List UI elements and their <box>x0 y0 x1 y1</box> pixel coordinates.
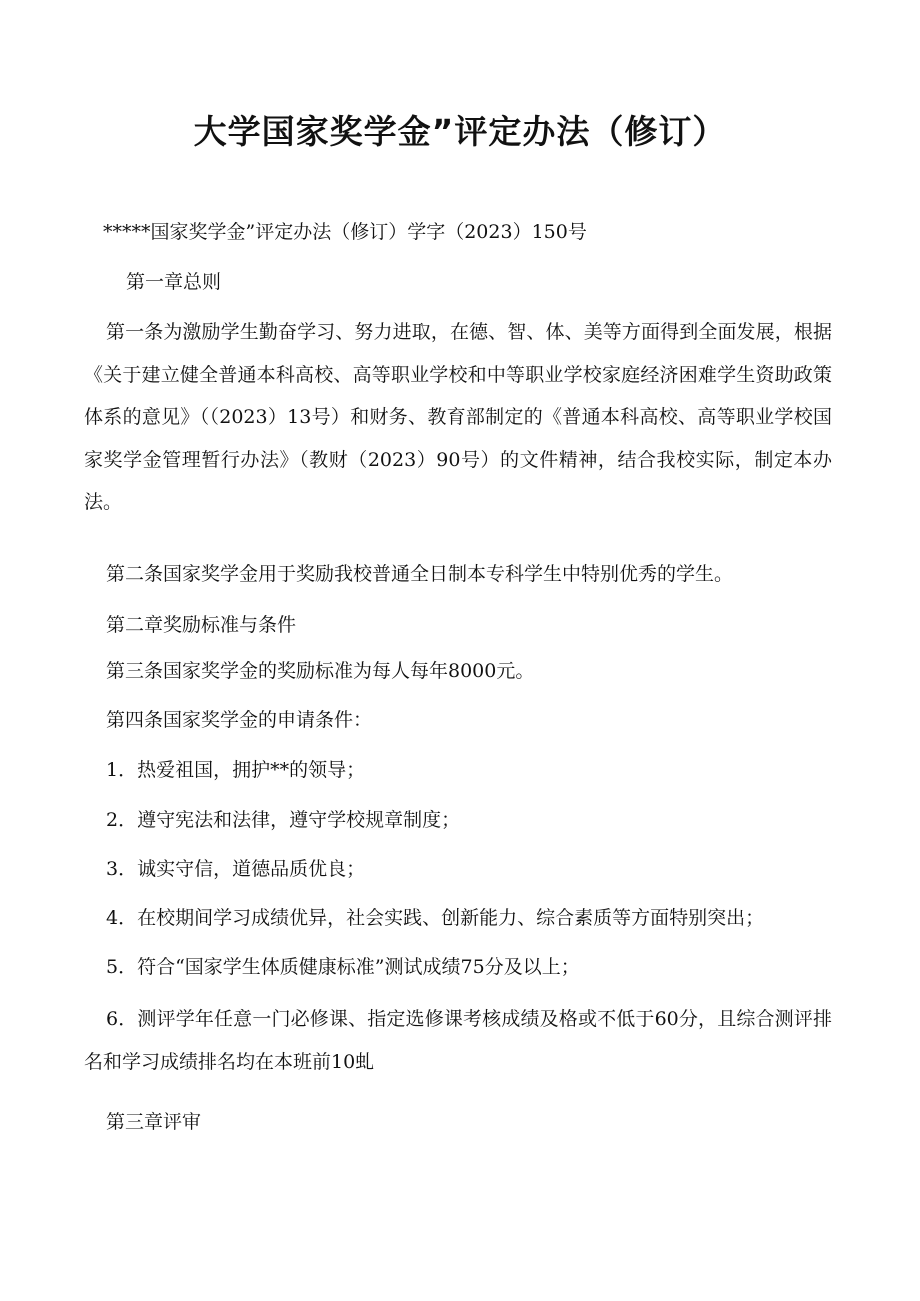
condition-item: 2．遵守宪法和法律，遵守学校规章制度； <box>106 809 461 831</box>
chapter-2-heading: 第二章奖励标准与条件 <box>106 614 297 636</box>
article-3: 第三条国家奖学金的奖励标准为每人每年8000元。 <box>106 660 535 682</box>
condition-item: 4．在校期间学习成绩优异，社会实践、创新能力、综合素质等方面特别突出； <box>106 907 765 929</box>
article-2: 第二条国家奖学金用于奖励我校普通全日制本专科学生中特别优秀的学生。 <box>106 563 734 585</box>
chapter-3-heading: 第三章评审 <box>106 1111 202 1133</box>
condition-item: 5．符合“国家学生体质健康标准”测试成绩75分及以上； <box>106 956 580 978</box>
condition-item: 6．测评学年任意一门必修课、指定选修课考核成绩及格或不低于60分，且综合测评排名和学习成绩排名均在本班前10虬 <box>84 1008 832 1073</box>
article-1: 第一条为激励学生勤奋学习、努力进取，在德、智、体、美等方面得到全面发展，根据《关于建立健全普通本科高校、高等职业学校和中等职业学校家庭经济困难学生资助政策体系的意见》（（2023）13号）和财务、教育部制定的《普通本科高校、高等职业学校国家奖学金管理暂行办法》（教财（2023）90号）的文件精神，结合我校实际，制定本办法。 <box>84 321 832 513</box>
condition-item: 3．诚实守信，道德品质优良； <box>106 858 366 880</box>
chapter-1-heading: 第一章总则 <box>126 271 222 293</box>
article-4: 第四条国家奖学金的申请条件： <box>106 709 373 731</box>
document-title: 大学国家奖学金”评定办法（修订） <box>193 112 727 151</box>
condition-item: 1．热爱祖国，拥护**的领导； <box>106 759 366 781</box>
document-reference: *****国家奖学金”评定办法（修订）学字（2023）150号 <box>103 221 587 243</box>
